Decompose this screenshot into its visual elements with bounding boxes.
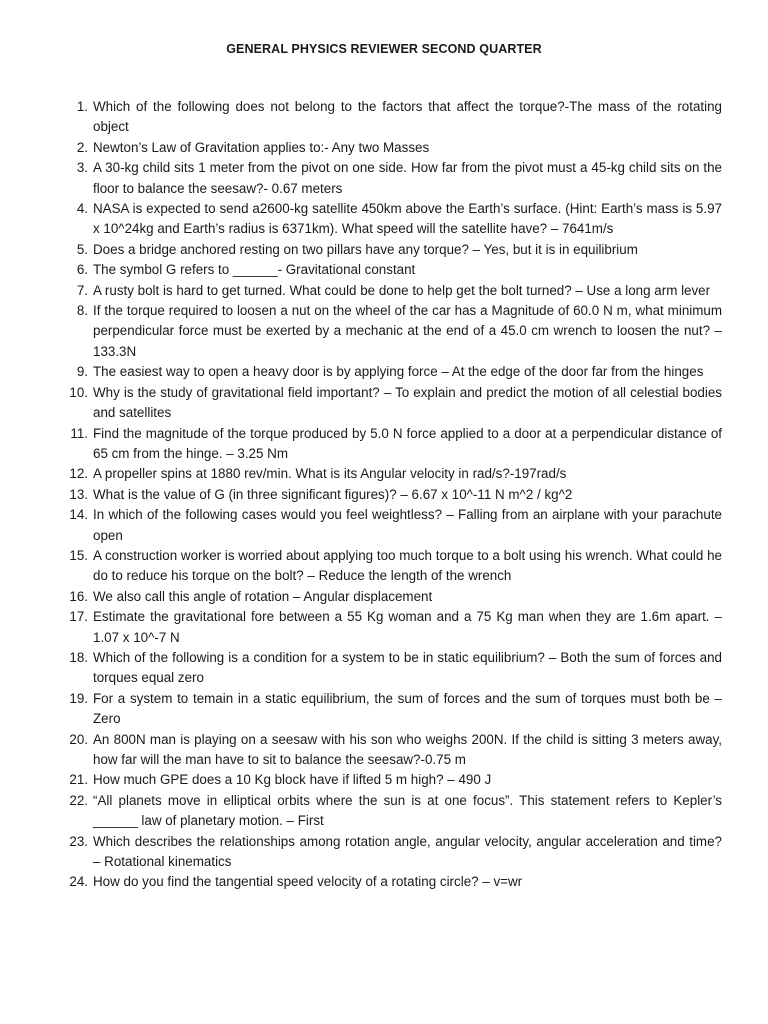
list-item <box>69 791 722 832</box>
item-text: How much GPE does a 10 Kg block have if lifted 5 m high? – 490 J <box>93 772 492 788</box>
item-number: 13. <box>69 486 88 502</box>
item-text: The easiest way to open a heavy door is by applying force – At the edge of the door far from the hinges <box>93 364 704 380</box>
list-item <box>76 138 722 158</box>
item-number: 12. <box>69 466 88 482</box>
item-number: 19. <box>69 690 88 706</box>
item-number: 7. <box>76 282 88 298</box>
item-number: 4. <box>76 201 88 217</box>
item-text: A 30-kg child sits 1 meter from the pivot on one side. How far from the pivot must a 45-kg child sits on the floor to balance the seesaw?- 0.67 meters <box>93 160 722 196</box>
list-item <box>76 199 722 240</box>
item-text: An 800N man is playing on a seesaw with his son who weighs 200N. If the child is sitting 3 meters away, how far will the man have to sit to balance the seesaw?-0.75 m <box>93 731 722 767</box>
item-number: 3. <box>76 160 88 176</box>
item-number: 6. <box>76 262 88 278</box>
item-text: A propeller spins at 1880 rev/min. What is its Angular velocity in rad/s?-197rad/s <box>93 466 567 482</box>
item-text: What is the value of G (in three significant figures)? – 6.67 x 10^-11 N m^2 / kg^2 <box>93 486 573 502</box>
item-number: 24. <box>69 874 88 890</box>
list-item <box>69 383 722 424</box>
item-text: For a system to temain in a static equilibrium, the sum of forces and the sum of torques must both be – Zero <box>93 690 722 727</box>
list-item <box>69 485 722 505</box>
list-item <box>76 281 722 301</box>
document-title: GENERAL PHYSICS REVIEWER SECOND QUARTER <box>226 42 542 56</box>
item-text: The symbol G refers to ______- Gravitational constant <box>93 262 416 278</box>
item-number: 10. <box>69 384 88 400</box>
item-number: 18. <box>69 649 88 665</box>
item-text: If the torque required to loosen a nut on the wheel of the car has a Magnitude of 60.0 N m, what minimum perpendicular force must be exerted by a mechanic at the end of a 45.0 cm wrench to loosen the nut? – 133.3N <box>93 303 722 359</box>
list-item <box>69 587 722 607</box>
item-number: 9. <box>76 364 88 380</box>
item-number: 1. <box>76 99 88 114</box>
item-number: 20. <box>69 731 88 747</box>
item-number: 22. <box>69 792 88 808</box>
item-number: 8. <box>76 303 88 319</box>
question-list <box>69 97 722 893</box>
list-item <box>76 97 722 138</box>
item-text: Does a bridge anchored resting on two pillars have any torque? – Yes, but it is in equilibrium <box>93 241 638 257</box>
list-item <box>76 260 722 280</box>
item-number: 15. <box>69 547 88 563</box>
item-text: In which of the following cases would you feel weightless? – Falling from an airplane with your parachute open <box>93 507 722 543</box>
list-item <box>69 770 722 790</box>
list-item <box>76 301 722 362</box>
item-text: Newton’s Law of Gravitation applies to:- Any two Masses <box>93 139 430 155</box>
item-number: 14. <box>69 507 88 523</box>
item-number: 11. <box>70 425 88 441</box>
list-item <box>69 464 722 484</box>
list-item <box>76 158 722 199</box>
item-number: 5. <box>76 241 88 257</box>
item-number: 23. <box>69 833 88 849</box>
list-item <box>69 505 722 546</box>
item-number: 17. <box>69 609 88 625</box>
item-text: A rusty bolt is hard to get turned. What could be done to help get the bolt turned? – Use a long arm lever <box>93 282 711 298</box>
item-number: 21. <box>69 772 88 788</box>
item-text: How do you find the tangential speed velocity of a rotating circle? – v=wr <box>93 874 523 890</box>
list-item <box>76 240 722 260</box>
list-item <box>76 362 722 382</box>
list-item <box>69 607 722 648</box>
list-item <box>70 424 722 465</box>
item-text: A construction worker is worried about applying too much torque to a bolt using his wrench. What could he do to reduce his torque on the bolt? – Reduce the length of the wrench <box>93 547 722 584</box>
item-text: Find the magnitude of the torque produced by 5.0 N force applied to a door at a perpendicular distance of 65 cm from the hinge. – 3.25 Nm <box>93 425 722 461</box>
list-item <box>69 689 722 730</box>
list-item <box>69 648 722 689</box>
item-number: 2. <box>76 139 88 155</box>
list-item <box>69 546 722 587</box>
item-number: 16. <box>69 588 88 604</box>
item-text: Which of the following does not belong to the factors that affect the torque?-The mass of the rotating object <box>93 99 722 135</box>
item-text: Why is the study of gravitational field important? – To explain and predict the motion of all celestial bodies and satellites <box>93 384 722 421</box>
list-item <box>69 832 722 873</box>
item-text: Which describes the relationships among rotation angle, angular velocity, angular acceleration and time? – Rotational kinematics <box>93 833 722 870</box>
item-text: Which of the following is a condition for a system to be in static equilibrium? – Both the sum of forces and torques equal zero <box>93 649 722 686</box>
list-item <box>69 872 722 892</box>
item-text: Estimate the gravitational fore between a 55 Kg woman and a 75 Kg man when they are 1.6m apart. – 1.07 x 10^-7 N <box>93 609 722 645</box>
item-text: NASA is expected to send a2600-kg satellite 450km above the Earth’s surface. (Hint: Earth’s mass is 5.97 x 10^24kg and Earth’s radius is 6371km). What speed will the satellite have? – 7641m/s <box>93 201 722 237</box>
list-item <box>69 730 722 771</box>
item-text: We also call this angle of rotation – Angular displacement <box>93 588 433 604</box>
item-text: “All planets move in elliptical orbits where the sun is at one focus”. This statement refers to Kepler’s ______ law of planetary motion. – First <box>93 792 722 829</box>
